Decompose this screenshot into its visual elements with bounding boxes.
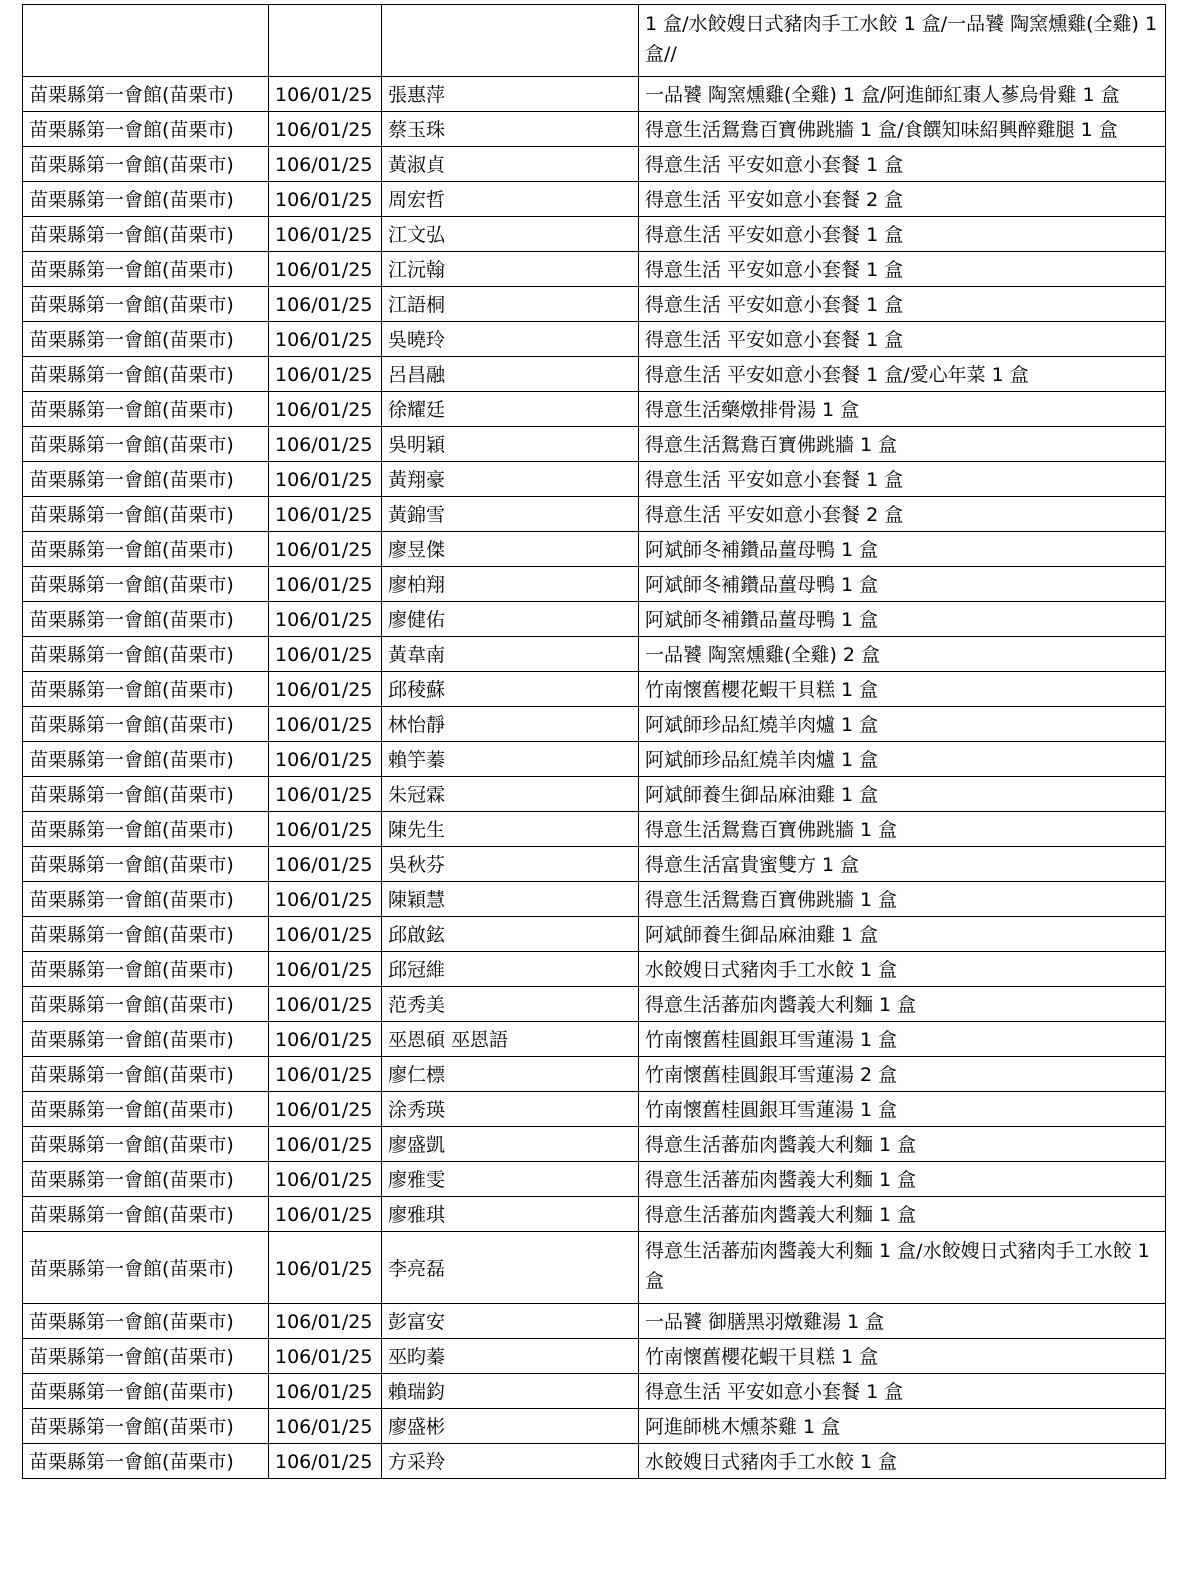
cell-location: 苗栗縣第一會館(苗栗市) [23, 1304, 269, 1339]
table-row [23, 497, 1166, 532]
table-row [23, 112, 1166, 147]
cell-items: 阿斌師養生御品麻油雞 1 盒 [639, 917, 1166, 952]
cell-name: 廖柏翔 [382, 567, 639, 602]
table-row [23, 1197, 1166, 1232]
cell-location: 苗栗縣第一會館(苗栗市) [23, 742, 269, 777]
cell-date: 106/01/25 [269, 917, 382, 952]
cell-items: 阿斌師珍品紅燒羊肉爐 1 盒 [639, 707, 1166, 742]
cell-name: 吳曉玲 [382, 322, 639, 357]
cell-date: 106/01/25 [269, 77, 382, 112]
cell-items: 阿斌師養生御品麻油雞 1 盒 [639, 777, 1166, 812]
table-row [23, 1022, 1166, 1057]
cell-location: 苗栗縣第一會館(苗栗市) [23, 987, 269, 1022]
table-row [23, 602, 1166, 637]
cell-location: 苗栗縣第一會館(苗栗市) [23, 1409, 269, 1444]
cell-name: 涂秀瑛 [382, 1092, 639, 1127]
cell-items: 得意生活藥燉排骨湯 1 盒 [639, 392, 1166, 427]
cell-name: 朱冠霖 [382, 777, 639, 812]
cell-date: 106/01/25 [269, 462, 382, 497]
cell-items: 得意生活鴛鴦百寶佛跳牆 1 盒/食饌知味紹興醉雞腿 1 盒 [639, 112, 1166, 147]
cell-name: 張惠萍 [382, 77, 639, 112]
cell-items: 阿斌師珍品紅燒羊肉爐 1 盒 [639, 742, 1166, 777]
cell-location: 苗栗縣第一會館(苗栗市) [23, 1022, 269, 1057]
cell-location: 苗栗縣第一會館(苗栗市) [23, 707, 269, 742]
table-row [23, 532, 1166, 567]
cell-name: 江語桐 [382, 287, 639, 322]
cell-location: 苗栗縣第一會館(苗栗市) [23, 812, 269, 847]
table-row [23, 847, 1166, 882]
cell-date: 106/01/25 [269, 1444, 382, 1479]
cell-items: 阿進師桃木燻茶雞 1 盒 [639, 1409, 1166, 1444]
cell-location: 苗栗縣第一會館(苗栗市) [23, 567, 269, 602]
cell-date: 106/01/25 [269, 777, 382, 812]
table-row [23, 182, 1166, 217]
cell-date: 106/01/25 [269, 1057, 382, 1092]
cell-name: 廖雅琪 [382, 1197, 639, 1232]
cell-date: 106/01/25 [269, 217, 382, 252]
cell-items: 水餃嫂日式豬肉手工水餃 1 盒 [639, 1444, 1166, 1479]
table-row [23, 1057, 1166, 1092]
cell-name: 黃錦雪 [382, 497, 639, 532]
cell-name: 江沅翰 [382, 252, 639, 287]
cell-date: 106/01/25 [269, 1374, 382, 1409]
table-row [23, 1444, 1166, 1479]
cell-location: 苗栗縣第一會館(苗栗市) [23, 322, 269, 357]
table-row [23, 812, 1166, 847]
cell-name: 彭富安 [382, 1304, 639, 1339]
cell-items: 竹南懷舊桂圓銀耳雪蓮湯 2 盒 [639, 1057, 1166, 1092]
cell-location: 苗栗縣第一會館(苗栗市) [23, 637, 269, 672]
cell-date: 106/01/25 [269, 812, 382, 847]
table-body [23, 5, 1166, 1479]
cell-items: 得意生活鴛鴦百寶佛跳牆 1 盒 [639, 812, 1166, 847]
cell-date: 106/01/25 [269, 427, 382, 462]
cell-name: 周宏哲 [382, 182, 639, 217]
cell-location [23, 5, 269, 77]
cell-date [269, 5, 382, 77]
cell-date: 106/01/25 [269, 497, 382, 532]
cell-date: 106/01/25 [269, 952, 382, 987]
table-row [23, 322, 1166, 357]
table-row [23, 462, 1166, 497]
cell-items: 1 盒/水餃嫂日式豬肉手工水餃 1 盒/一品饕 陶窯燻雞(全雞) 1 盒// [639, 5, 1166, 77]
cell-items: 得意生活蕃茄肉醬義大利麵 1 盒/水餃嫂日式豬肉手工水餃 1 盒 [639, 1232, 1166, 1304]
cell-location: 苗栗縣第一會館(苗栗市) [23, 287, 269, 322]
cell-items: 得意生活 平安如意小套餐 1 盒 [639, 252, 1166, 287]
cell-items: 得意生活蕃茄肉醬義大利麵 1 盒 [639, 1127, 1166, 1162]
cell-name: 陳穎慧 [382, 882, 639, 917]
cell-items: 得意生活 平安如意小套餐 1 盒 [639, 287, 1166, 322]
cell-items: 得意生活 平安如意小套餐 1 盒 [639, 147, 1166, 182]
cell-name: 江文弘 [382, 217, 639, 252]
table-row [23, 952, 1166, 987]
cell-location: 苗栗縣第一會館(苗栗市) [23, 1057, 269, 1092]
cell-items: 一品饕 御膳黑羽燉雞湯 1 盒 [639, 1304, 1166, 1339]
cell-items: 得意生活富貴蜜雙方 1 盒 [639, 847, 1166, 882]
cell-name: 邱稜蘇 [382, 672, 639, 707]
cell-date: 106/01/25 [269, 882, 382, 917]
cell-items: 一品饕 陶窯燻雞(全雞) 2 盒 [639, 637, 1166, 672]
cell-items: 竹南懷舊桂圓銀耳雪蓮湯 1 盒 [639, 1092, 1166, 1127]
cell-location: 苗栗縣第一會館(苗栗市) [23, 952, 269, 987]
cell-date: 106/01/25 [269, 847, 382, 882]
cell-items: 竹南懷舊桂圓銀耳雪蓮湯 1 盒 [639, 1022, 1166, 1057]
cell-location: 苗栗縣第一會館(苗栗市) [23, 1374, 269, 1409]
table-row [23, 777, 1166, 812]
table-row [23, 637, 1166, 672]
cell-name: 邱冠維 [382, 952, 639, 987]
cell-name: 廖健佑 [382, 602, 639, 637]
cell-date: 106/01/25 [269, 182, 382, 217]
cell-location: 苗栗縣第一會館(苗栗市) [23, 357, 269, 392]
cell-date: 106/01/25 [269, 637, 382, 672]
cell-location: 苗栗縣第一會館(苗栗市) [23, 112, 269, 147]
cell-date: 106/01/25 [269, 532, 382, 567]
cell-items: 竹南懷舊櫻花蝦干貝糕 1 盒 [639, 1339, 1166, 1374]
cell-name: 廖盛凱 [382, 1127, 639, 1162]
cell-name: 黃韋南 [382, 637, 639, 672]
table-row [23, 1162, 1166, 1197]
table-row [23, 392, 1166, 427]
cell-items: 阿斌師冬補鑽品薑母鴨 1 盒 [639, 602, 1166, 637]
donation-table [22, 4, 1166, 1479]
cell-location: 苗栗縣第一會館(苗栗市) [23, 462, 269, 497]
cell-location: 苗栗縣第一會館(苗栗市) [23, 427, 269, 462]
cell-date: 106/01/25 [269, 392, 382, 427]
cell-name: 李亮磊 [382, 1232, 639, 1304]
cell-date: 106/01/25 [269, 1162, 382, 1197]
cell-items: 阿斌師冬補鑽品薑母鴨 1 盒 [639, 532, 1166, 567]
cell-date: 106/01/25 [269, 707, 382, 742]
cell-name: 賴瑞鈞 [382, 1374, 639, 1409]
cell-name: 黃淑貞 [382, 147, 639, 182]
cell-location: 苗栗縣第一會館(苗栗市) [23, 182, 269, 217]
cell-date: 106/01/25 [269, 567, 382, 602]
cell-name: 呂昌融 [382, 357, 639, 392]
cell-name: 廖昱傑 [382, 532, 639, 567]
table-row [23, 1374, 1166, 1409]
cell-location: 苗栗縣第一會館(苗栗市) [23, 1127, 269, 1162]
cell-items: 得意生活蕃茄肉醬義大利麵 1 盒 [639, 1162, 1166, 1197]
cell-name: 巫恩碩 巫恩語 [382, 1022, 639, 1057]
cell-location: 苗栗縣第一會館(苗栗市) [23, 602, 269, 637]
cell-location: 苗栗縣第一會館(苗栗市) [23, 77, 269, 112]
cell-name: 黃翔豪 [382, 462, 639, 497]
cell-date: 106/01/25 [269, 322, 382, 357]
cell-date: 106/01/25 [269, 672, 382, 707]
table-row [23, 882, 1166, 917]
cell-location: 苗栗縣第一會館(苗栗市) [23, 672, 269, 707]
cell-name: 方采羚 [382, 1444, 639, 1479]
cell-location: 苗栗縣第一會館(苗栗市) [23, 1162, 269, 1197]
cell-name: 范秀美 [382, 987, 639, 1022]
cell-date: 106/01/25 [269, 147, 382, 182]
cell-items: 得意生活 平安如意小套餐 1 盒 [639, 462, 1166, 497]
cell-name: 巫昀蓁 [382, 1339, 639, 1374]
cell-date: 106/01/25 [269, 287, 382, 322]
cell-items: 一品饕 陶窯燻雞(全雞) 1 盒/阿進師紅棗人蔘烏骨雞 1 盒 [639, 77, 1166, 112]
cell-date: 106/01/25 [269, 1339, 382, 1374]
table-row [23, 1092, 1166, 1127]
cell-name: 徐耀廷 [382, 392, 639, 427]
cell-location: 苗栗縣第一會館(苗栗市) [23, 147, 269, 182]
cell-location: 苗栗縣第一會館(苗栗市) [23, 497, 269, 532]
table-row-continued [23, 5, 1166, 77]
cell-location: 苗栗縣第一會館(苗栗市) [23, 392, 269, 427]
cell-items: 得意生活 平安如意小套餐 1 盒 [639, 217, 1166, 252]
table-row [23, 287, 1166, 322]
cell-location: 苗栗縣第一會館(苗栗市) [23, 1444, 269, 1479]
table-row [23, 1127, 1166, 1162]
cell-items: 得意生活 平安如意小套餐 1 盒/愛心年菜 1 盒 [639, 357, 1166, 392]
cell-name: 吳秋芬 [382, 847, 639, 882]
cell-items: 得意生活鴛鴦百寶佛跳牆 1 盒 [639, 882, 1166, 917]
cell-items: 得意生活 平安如意小套餐 1 盒 [639, 1374, 1166, 1409]
table-row [23, 1409, 1166, 1444]
cell-location: 苗栗縣第一會館(苗栗市) [23, 252, 269, 287]
cell-items: 得意生活 平安如意小套餐 1 盒 [639, 322, 1166, 357]
table-row [23, 672, 1166, 707]
cell-date: 106/01/25 [269, 112, 382, 147]
cell-date: 106/01/25 [269, 252, 382, 287]
table-row [23, 987, 1166, 1022]
cell-items: 得意生活 平安如意小套餐 2 盒 [639, 497, 1166, 532]
table-row [23, 357, 1166, 392]
table-row [23, 567, 1166, 602]
cell-date: 106/01/25 [269, 602, 382, 637]
cell-items: 得意生活蕃茄肉醬義大利麵 1 盒 [639, 1197, 1166, 1232]
cell-date: 106/01/25 [269, 357, 382, 392]
table-row [23, 77, 1166, 112]
cell-items: 阿斌師冬補鑽品薑母鴨 1 盒 [639, 567, 1166, 602]
cell-date: 106/01/25 [269, 1127, 382, 1162]
cell-name: 廖盛彬 [382, 1409, 639, 1444]
cell-location: 苗栗縣第一會館(苗栗市) [23, 532, 269, 567]
cell-name: 廖雅雯 [382, 1162, 639, 1197]
table-row [23, 427, 1166, 462]
table-row [23, 1232, 1166, 1304]
cell-date: 106/01/25 [269, 1409, 382, 1444]
cell-items: 得意生活 平安如意小套餐 2 盒 [639, 182, 1166, 217]
cell-name [382, 5, 639, 77]
cell-location: 苗栗縣第一會館(苗栗市) [23, 847, 269, 882]
cell-items: 得意生活蕃茄肉醬義大利麵 1 盒 [639, 987, 1166, 1022]
table-row [23, 1304, 1166, 1339]
cell-location: 苗栗縣第一會館(苗栗市) [23, 917, 269, 952]
table-row [23, 1339, 1166, 1374]
cell-name: 林怡靜 [382, 707, 639, 742]
table-row [23, 252, 1166, 287]
cell-date: 106/01/25 [269, 1232, 382, 1304]
cell-items: 竹南懷舊櫻花蝦干貝糕 1 盒 [639, 672, 1166, 707]
cell-name: 邱啟鉉 [382, 917, 639, 952]
cell-location: 苗栗縣第一會館(苗栗市) [23, 777, 269, 812]
cell-location: 苗栗縣第一會館(苗栗市) [23, 1197, 269, 1232]
cell-date: 106/01/25 [269, 1092, 382, 1127]
cell-name: 廖仁標 [382, 1057, 639, 1092]
table-row [23, 742, 1166, 777]
cell-location: 苗栗縣第一會館(苗栗市) [23, 882, 269, 917]
cell-location: 苗栗縣第一會館(苗栗市) [23, 1339, 269, 1374]
cell-date: 106/01/25 [269, 1304, 382, 1339]
cell-date: 106/01/25 [269, 742, 382, 777]
table-row [23, 217, 1166, 252]
cell-items: 得意生活鴛鴦百寶佛跳牆 1 盒 [639, 427, 1166, 462]
cell-date: 106/01/25 [269, 1197, 382, 1232]
table-row [23, 707, 1166, 742]
cell-location: 苗栗縣第一會館(苗栗市) [23, 1232, 269, 1304]
cell-location: 苗栗縣第一會館(苗栗市) [23, 217, 269, 252]
cell-name: 蔡玉珠 [382, 112, 639, 147]
table-row [23, 147, 1166, 182]
cell-name: 吳明穎 [382, 427, 639, 462]
cell-items: 水餃嫂日式豬肉手工水餃 1 盒 [639, 952, 1166, 987]
cell-location: 苗栗縣第一會館(苗栗市) [23, 1092, 269, 1127]
cell-date: 106/01/25 [269, 1022, 382, 1057]
cell-name: 陳先生 [382, 812, 639, 847]
cell-date: 106/01/25 [269, 987, 382, 1022]
table-row [23, 917, 1166, 952]
cell-name: 賴竽蓁 [382, 742, 639, 777]
